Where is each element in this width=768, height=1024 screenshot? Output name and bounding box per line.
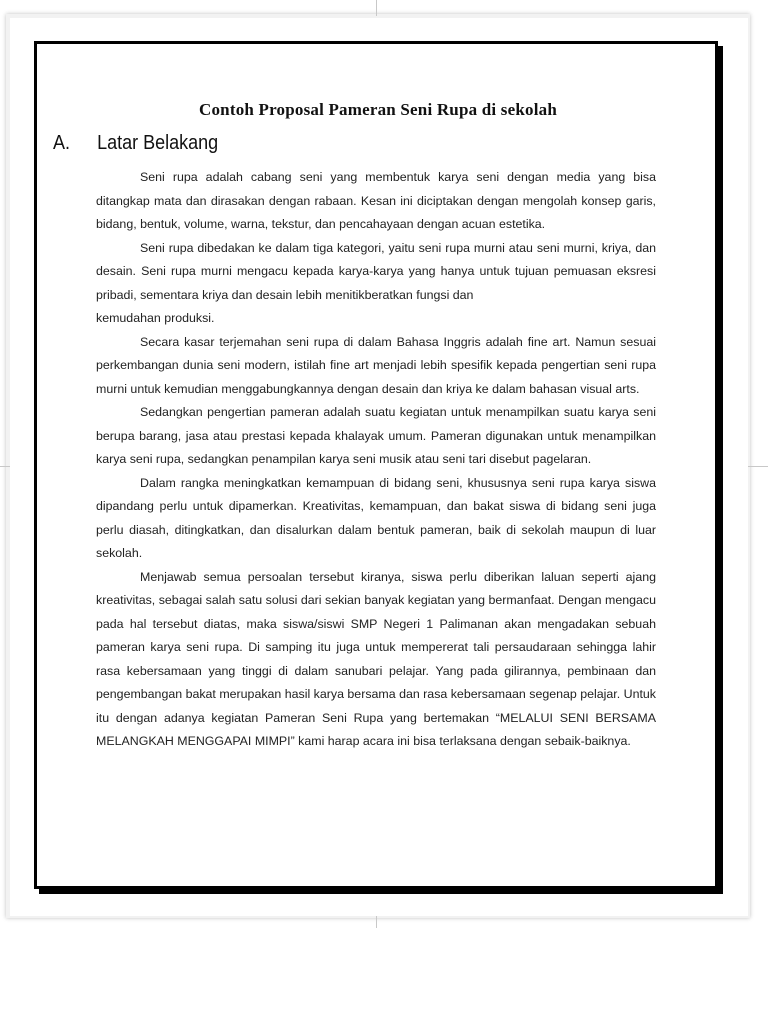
- body-text: [96, 166, 656, 754]
- crop-mark-left: [0, 466, 10, 467]
- section-number: A.: [53, 132, 71, 154]
- paragraph-3: Secara kasar terjemahan seni rupa di dalam Bahasa Inggris adalah fine art. Namun sesuai perkembangan dunia seni modern, istilah fine art menjadi lebih spesifik kepada pengertian seni rupa murni untuk kemudian menggabungkannya dengan desain dan kriya ke dalam bahasan visual arts.: [96, 334, 656, 396]
- document-title: Contoh Proposal Pameran Seni Rupa di sekolah: [199, 100, 557, 119]
- crop-mark-top: [376, 0, 377, 16]
- section-heading: [53, 132, 218, 155]
- paragraph-2: Seni rupa dibedakan ke dalam tiga kategori, yaitu seni rupa murni atau seni murni, kriya, dan desain. Seni rupa murni mengacu kepada karya-karya yang hanya untuk tujuan pemuasan eksresi pribadi, sementara kriya dan desain lebih menitikberatkan fungsi dan: [96, 240, 656, 302]
- paragraph-1: Seni rupa adalah cabang seni yang membentuk karya seni dengan media yang bisa ditangkap mata dan dirasakan dengan rabaan. Kesan ini diciptakan dengan mengolah konsep garis, bidang, bentuk, volume, warna, tekstur, dan pencahayaan dengan acuan estetika.: [96, 170, 656, 231]
- paragraph-5: Dalam rangka meningkatkan kemampuan di bidang seni, khususnya seni rupa karya siswa dipandang perlu untuk dipamerkan. Kreativitas, kemampuan, dan bakat siswa di bidang seni juga perlu diasah, ditingkatkan, dan disalurkan dalam bentuk pameran, baik di sekolah maupun di luar sekolah.: [96, 475, 656, 560]
- paragraph-4: Sedangkan pengertian pameran adalah suatu kegiatan untuk menampilkan suatu karya seni berupa barang, jasa atau prestasi kepada khalayak umum. Pameran digunakan untuk menampilkan karya seni rupa, sedangkan penampilan karya seni musik atau seni tari disebut pagelaran.: [96, 405, 656, 466]
- crop-mark-bottom: [376, 916, 377, 928]
- crop-mark-right: [748, 466, 768, 467]
- section-heading-text: Latar Belakang: [97, 132, 219, 154]
- paragraph-2-continued: kemudahan produksi.: [96, 311, 215, 325]
- paragraph-6: Menjawab semua persoalan tersebut kiranya, siswa perlu diberikan laluan seperti ajang kreativitas, sebagai salah satu solusi dari sekian banyak kegiatan yang bermanfaat. Dengan mengacu pada hal tersebut diatas, maka siswa/siswi SMP Negeri 1 Palimanan akan mengadakan sebuah pameran karya seni rupa. Di samping itu juga untuk mempererat tali persaudaraan sehingga lahir rasa kebersamaan yang tinggi di dalam sanubari pelajar. Yang pada gilirannya, pembinaan dan pengembangan bakat merupakan hasil karya bersama dan rasa kebersamaan segenap pelajar. Untuk itu dengan adanya kegiatan Pameran Seni Rupa yang bertemakan “MELALUI SENI BERSAMA MELANGKAH MENGGAPAI MIMPI” kami harap acara ini bisa terlaksana dengan sebaik-baiknya.: [96, 569, 656, 748]
